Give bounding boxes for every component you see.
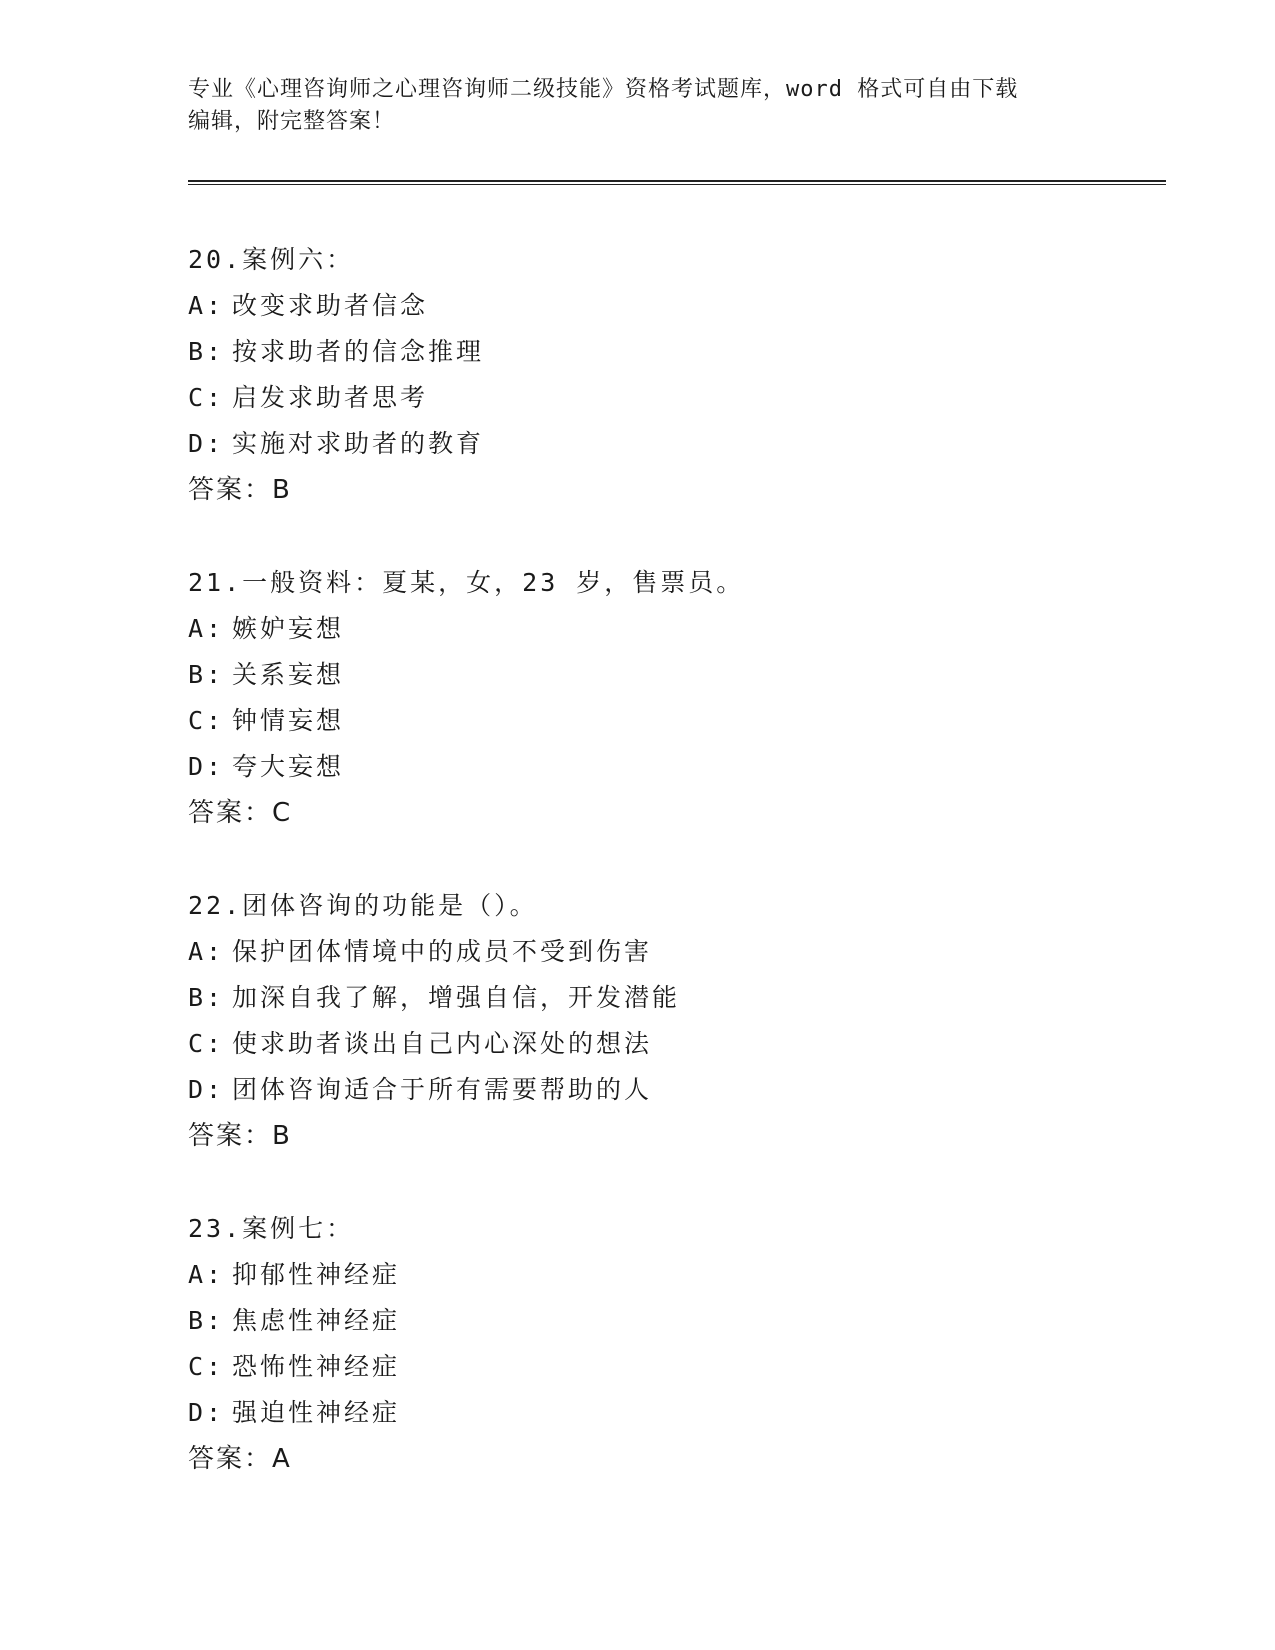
answer-line — [188, 790, 1148, 836]
question-list — [188, 237, 1148, 1529]
option-text: 加深自我了解，增强自信，开发潜能 — [232, 983, 681, 1012]
option-key: A: — [188, 291, 225, 320]
option-key: B: — [188, 983, 225, 1012]
option-a — [188, 606, 1148, 652]
option-text: 改变求助者信念 — [232, 291, 429, 320]
header-divider-thin — [188, 184, 1166, 185]
option-b — [188, 1298, 1148, 1344]
option-text: 强迫性神经症 — [232, 1398, 401, 1427]
option-key: A: — [188, 937, 225, 966]
option-key: A: — [188, 1260, 225, 1289]
option-text: 焦虑性神经症 — [232, 1306, 401, 1335]
header-line-1: 专业《心理咨询师之心理咨询师二级技能》资格考试题库，word 格式可自由下载 — [188, 77, 1019, 102]
option-key: B: — [188, 660, 225, 689]
question-stem: 22.团体咨询的功能是（）。 — [188, 891, 538, 920]
option-text: 保护团体情境中的成员不受到伤害 — [232, 937, 653, 966]
answer-line — [188, 1436, 1148, 1482]
question-stem: 20.案例六： — [188, 245, 355, 274]
answer-label: 答案： — [188, 1121, 273, 1151]
option-key: C: — [188, 706, 225, 735]
question-stem: 23.案例七： — [188, 1214, 355, 1243]
option-c — [188, 1021, 1148, 1067]
option-a — [188, 1252, 1148, 1298]
option-key: D: — [188, 752, 225, 781]
option-d — [188, 744, 1148, 790]
option-b — [188, 975, 1148, 1021]
option-text: 使求助者谈出自己内心深处的想法 — [232, 1029, 653, 1058]
option-text: 实施对求助者的教育 — [232, 429, 485, 458]
option-key: C: — [188, 1029, 225, 1058]
option-text: 钟情妄想 — [232, 706, 345, 735]
option-text: 团体咨询适合于所有需要帮助的人 — [232, 1075, 653, 1104]
option-a — [188, 283, 1148, 329]
option-d — [188, 421, 1148, 467]
option-a — [188, 929, 1148, 975]
question-20 — [188, 237, 1148, 513]
option-text: 抑郁性神经症 — [232, 1260, 401, 1289]
option-key: A: — [188, 614, 225, 643]
question-22 — [188, 883, 1148, 1159]
answer-line — [188, 1113, 1148, 1159]
option-text: 嫉妒妄想 — [232, 614, 345, 643]
answer-value: A — [272, 1444, 292, 1474]
header-line-2: 编辑，附完整答案！ — [188, 109, 396, 134]
option-text: 关系妄想 — [232, 660, 345, 689]
option-key: B: — [188, 1306, 225, 1335]
option-b — [188, 329, 1148, 375]
option-d — [188, 1390, 1148, 1436]
question-23 — [188, 1206, 1148, 1482]
option-key: C: — [188, 383, 225, 412]
answer-label: 答案： — [188, 475, 273, 505]
answer-value: C — [272, 798, 293, 828]
option-c — [188, 1344, 1148, 1390]
question-stem: 21.一般资料：夏某，女，23 岁，售票员。 — [188, 568, 745, 597]
option-text: 恐怖性神经症 — [232, 1352, 401, 1381]
option-b — [188, 652, 1148, 698]
answer-label: 答案： — [188, 1444, 273, 1474]
option-key: D: — [188, 429, 225, 458]
option-text: 启发求助者思考 — [232, 383, 429, 412]
answer-value: B — [272, 475, 292, 505]
document-header — [188, 74, 1088, 138]
option-key: D: — [188, 1075, 225, 1104]
answer-value: B — [272, 1121, 292, 1151]
option-key: B: — [188, 337, 225, 366]
question-21 — [188, 560, 1148, 836]
option-c — [188, 698, 1148, 744]
option-key: C: — [188, 1352, 225, 1381]
option-c — [188, 375, 1148, 421]
header-divider-thick — [188, 180, 1166, 182]
option-text: 夸大妄想 — [232, 752, 345, 781]
option-key: D: — [188, 1398, 225, 1427]
answer-line — [188, 467, 1148, 513]
option-d — [188, 1067, 1148, 1113]
option-text: 按求助者的信念推理 — [232, 337, 485, 366]
answer-label: 答案： — [188, 798, 273, 828]
